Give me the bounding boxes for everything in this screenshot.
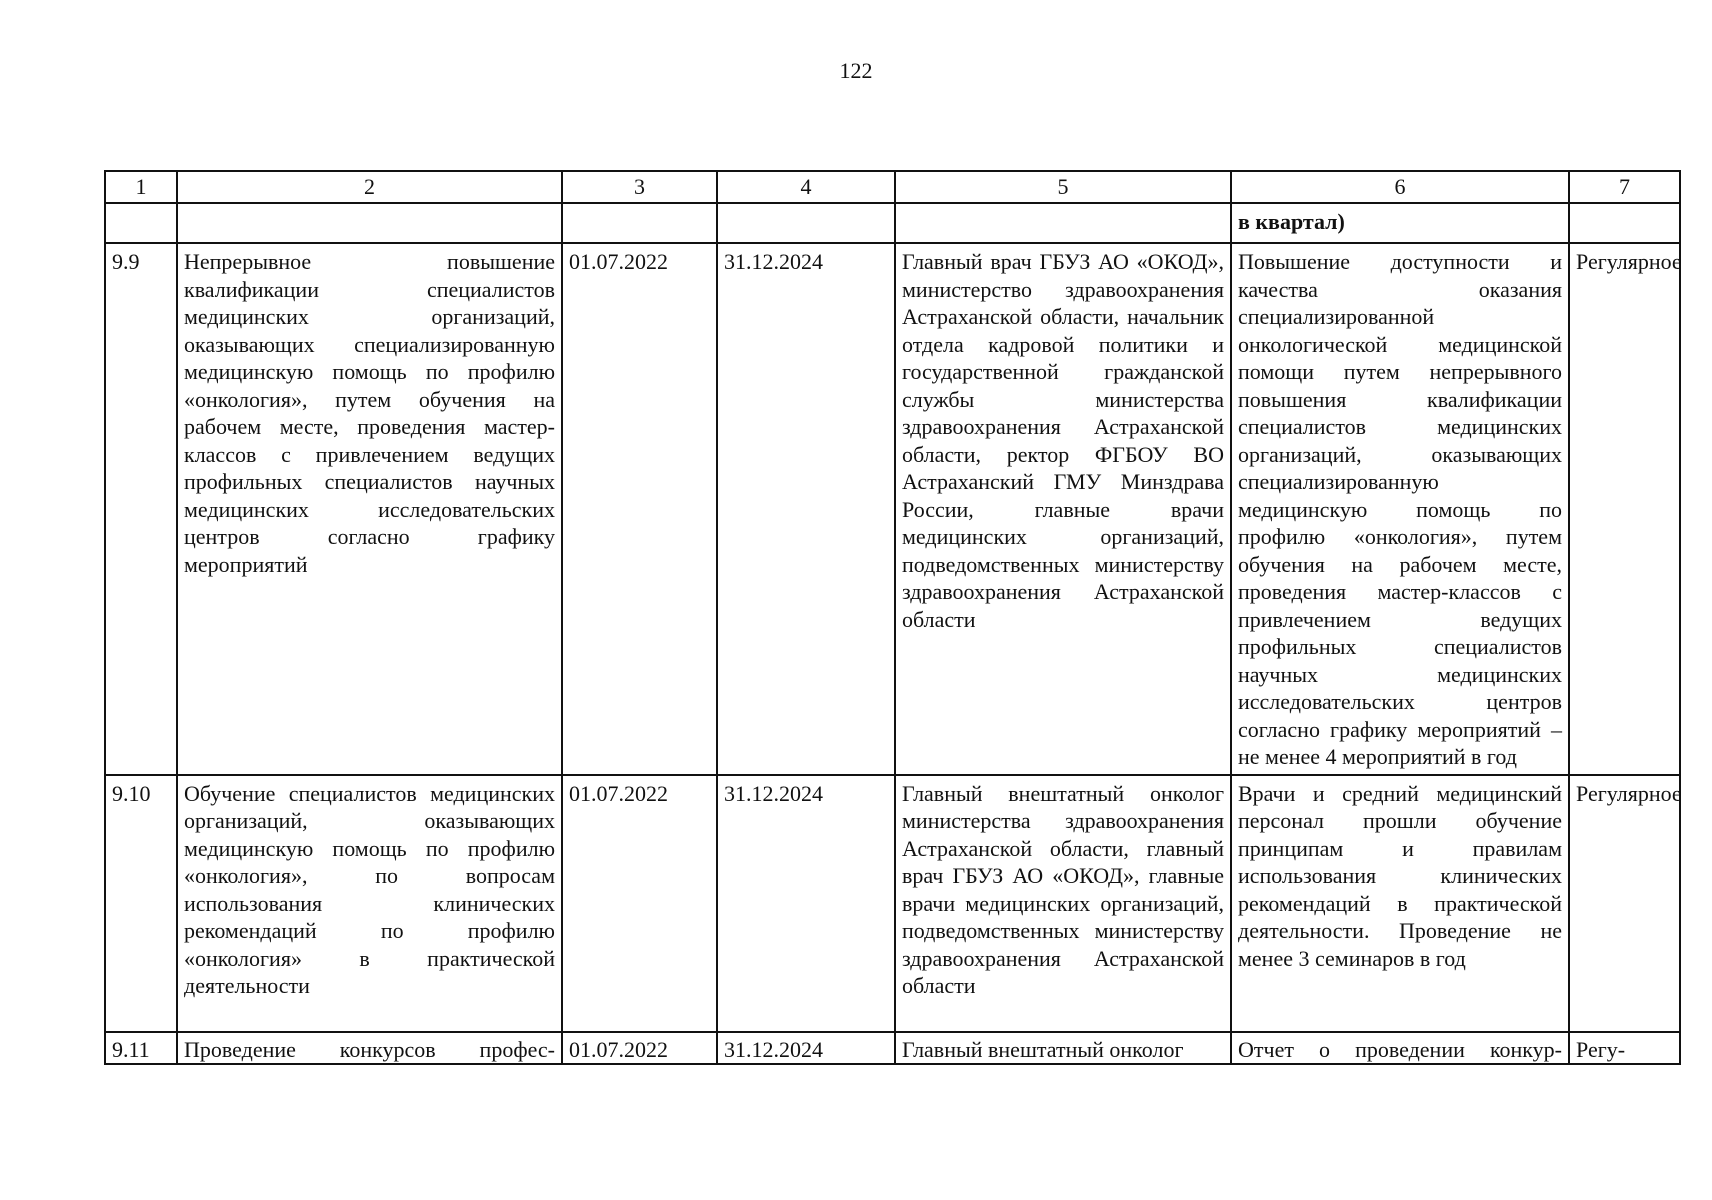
column-header: 2 [177, 171, 562, 203]
page-number: 122 [839, 58, 873, 83]
column-header: 6 [1231, 171, 1569, 203]
row-number: 9.9 [105, 243, 177, 775]
activity-cell: Проведение конкурсов профес- [177, 1032, 562, 1064]
end-date-cell: 31.12.2024 [717, 243, 895, 775]
row-number: 9.10 [105, 775, 177, 1032]
end-date-cell: 31.12.2024 [717, 775, 895, 1032]
type-cell: Регулярное [1569, 775, 1680, 1032]
column-header: 4 [717, 171, 895, 203]
table-row [105, 243, 1680, 775]
column-number-row [105, 171, 1680, 203]
type-cell: Регулярное [1569, 243, 1680, 775]
activity-cell: Обучение специалистов медицинских организаций, оказывающих медицинскую помощь по профилю «онкология», по вопросам использования клинических рекомендаций по профилю «онкология» в практической деятельности [177, 775, 562, 1032]
column-header: 3 [562, 171, 717, 203]
table-cell [717, 203, 895, 243]
result-cell: Врачи и средний медицинский персонал прошли обучение принципам и правилам использования клинических рекомендаций в практической деятельности. Проведение не менее 3 семинаров в год [1231, 775, 1569, 1032]
table-cell [895, 203, 1231, 243]
column-header: 1 [105, 171, 177, 203]
result-cell: Повышение доступности и качества оказания специализированной онкологической медицинской помощи путем непрерывного повышения квалификации специалистов медицинских организаций, оказывающих специализированную медицинскую помощь по профилю «онкология», путем обучения на рабочем месте, проведения мастер-классов с привлечением ведущих профильных специалистов научных медицинских исследовательских центров согласно графику мероприятий – не менее 4 мероприятий в год [1231, 243, 1569, 775]
result-cell: Отчет о проведении конкур- [1231, 1032, 1569, 1064]
row-number: 9.11 [105, 1032, 177, 1064]
start-date-cell: 01.07.2022 [562, 775, 717, 1032]
responsible-cell: Главный внештатный онколог министерства здравоохранения Астраханской области, главный врач ГБУЗ АО «ОКОД», главные врачи медицинских организаций, подведомственных министерству здравоохранения Астраханской области [895, 775, 1231, 1032]
table-cell [105, 203, 177, 243]
start-date-cell: 01.07.2022 [562, 243, 717, 775]
end-date-cell: 31.12.2024 [717, 1032, 895, 1064]
table-row [105, 775, 1680, 1032]
table-row [105, 1032, 1680, 1064]
table-cell [562, 203, 717, 243]
continuation-row [105, 203, 1680, 243]
responsible-cell: Главный врач ГБУЗ АО «ОКОД», министерство здравоохранения Астраханской области, начальник отдела кадровой политики и государственной гражданской службы министерства здравоохранения Астраханской области, ректор ФГБОУ ВО Астраханский ГМУ Минздрава России, главные врачи медицинских организаций, подведомственных министерству здравоохранения Астраханской области [895, 243, 1231, 775]
activity-cell: Непрерывное повышение квалификации специалистов медицинских организаций, оказывающих специализированную медицинскую помощь по профилю «онкология», путем обучения на рабочем месте, проведения мастер-классов с привлечением ведущих профильных специалистов научных медицинских исследовательских центров согласно графику мероприятий [177, 243, 562, 775]
column-header: 5 [895, 171, 1231, 203]
type-cell: Регу- [1569, 1032, 1680, 1064]
continued-result-cell: в квартал) [1231, 203, 1569, 243]
start-date-cell: 01.07.2022 [562, 1032, 717, 1064]
table-cell [177, 203, 562, 243]
column-header: 7 [1569, 171, 1680, 203]
activities-table [104, 170, 1681, 1065]
responsible-cell: Главный внештатный онколог [895, 1032, 1231, 1064]
table-cell [1569, 203, 1680, 243]
